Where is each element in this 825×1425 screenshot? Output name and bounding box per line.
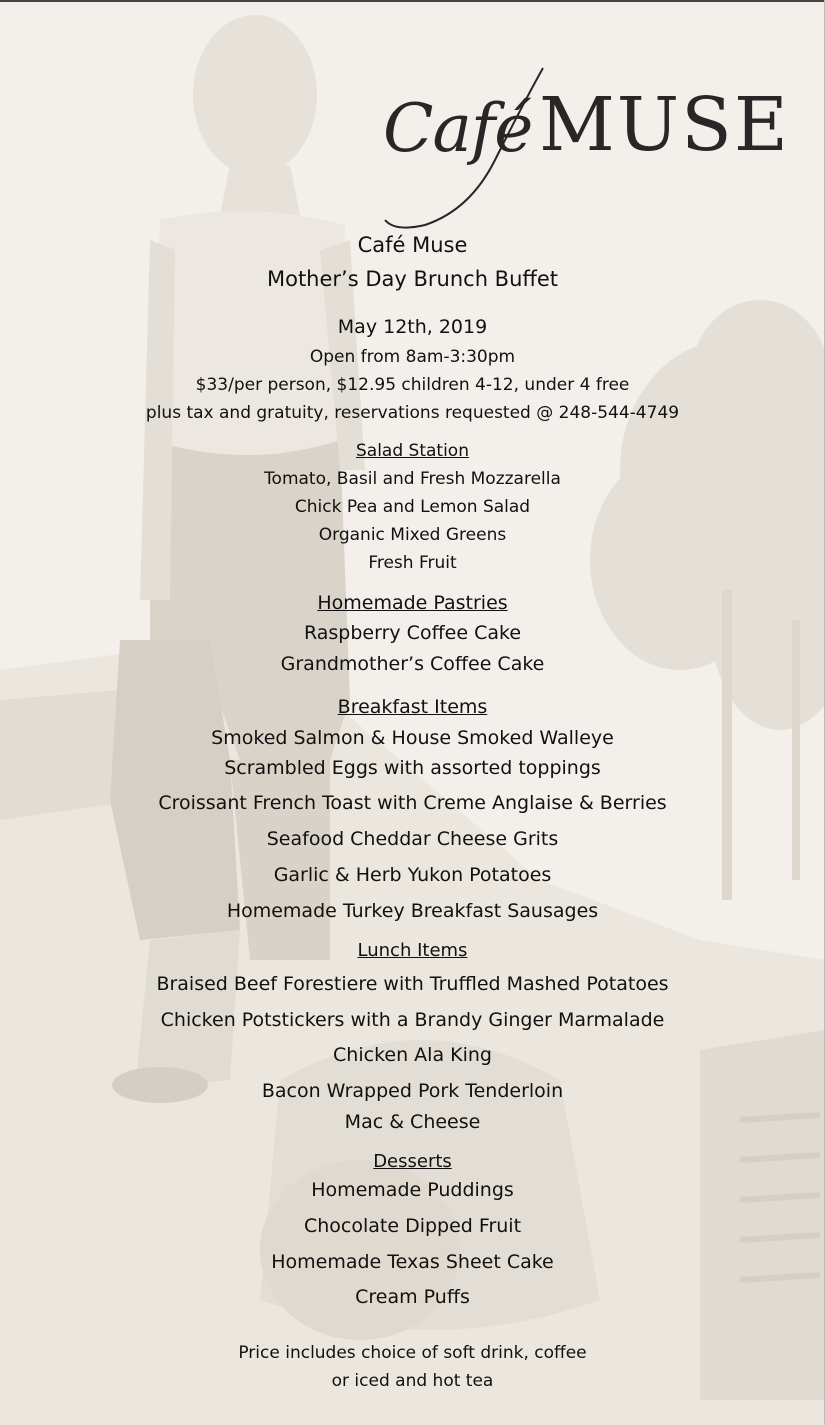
- menu-item: Braised Beef Forestiere with Truffled Mashed Potatoes: [156, 973, 669, 995]
- footer-note: Price includes choice of soft drink, coffee: [238, 1343, 587, 1363]
- event-pricing: $33/per person, $12.95 children 4-12, under 4 free: [195, 375, 630, 395]
- logo-muse-text: MUSE: [539, 82, 790, 168]
- restaurant-name: Café Muse: [357, 233, 468, 257]
- menu-item: Chicken Potstickers with a Brandy Ginger Marmalade: [160, 1009, 665, 1031]
- menu-item: Fresh Fruit: [368, 553, 457, 573]
- menu-item: Seafood Cheddar Cheese Grits: [266, 828, 559, 850]
- event-notes: plus tax and gratuity, reservations requested @ 248-544-4749: [145, 403, 680, 423]
- footer-note: or iced and hot tea: [331, 1371, 494, 1391]
- section-title-breakfast: Breakfast Items: [337, 696, 488, 718]
- section-title-salad: Salad Station: [356, 441, 469, 461]
- menu-item: Scrambled Eggs with assorted toppings: [224, 757, 601, 779]
- menu-item: Tomato, Basil and Fresh Mozzarella: [264, 469, 561, 489]
- menu-item: Mac & Cheese: [344, 1111, 481, 1133]
- event-hours: Open from 8am-3:30pm: [309, 347, 516, 367]
- menu-item: Cream Puffs: [355, 1286, 470, 1308]
- cafe-muse-logo: [375, 60, 795, 235]
- menu-item: Homemade Puddings: [311, 1179, 514, 1201]
- top-border: [0, 0, 825, 2]
- menu-item: Raspberry Coffee Cake: [303, 622, 522, 644]
- menu-item: Grandmother’s Coffee Cake: [280, 653, 545, 675]
- event-date: May 12th, 2019: [337, 316, 488, 338]
- menu-item: Smoked Salmon & House Smoked Walleye: [211, 727, 614, 749]
- menu-item: Chocolate Dipped Fruit: [303, 1215, 522, 1237]
- menu-item: Bacon Wrapped Pork Tenderloin: [261, 1080, 564, 1102]
- menu-item: Garlic & Herb Yukon Potatoes: [273, 864, 552, 886]
- menu-item: Chick Pea and Lemon Salad: [294, 497, 531, 517]
- section-title-lunch: Lunch Items: [357, 940, 468, 961]
- menu-item: Homemade Texas Sheet Cake: [271, 1251, 554, 1273]
- event-title: Mother’s Day Brunch Buffet: [266, 267, 559, 291]
- section-title-pastries: Homemade Pastries: [317, 592, 508, 614]
- menu-item: Organic Mixed Greens: [318, 525, 507, 545]
- logo-cafe-text: Café: [383, 90, 533, 167]
- section-title-desserts: Desserts: [373, 1151, 452, 1172]
- menu-item: Homemade Turkey Breakfast Sausages: [226, 900, 599, 922]
- menu-item: Croissant French Toast with Creme Anglaise & Berries: [158, 792, 667, 814]
- menu-item: Chicken Ala King: [333, 1044, 492, 1066]
